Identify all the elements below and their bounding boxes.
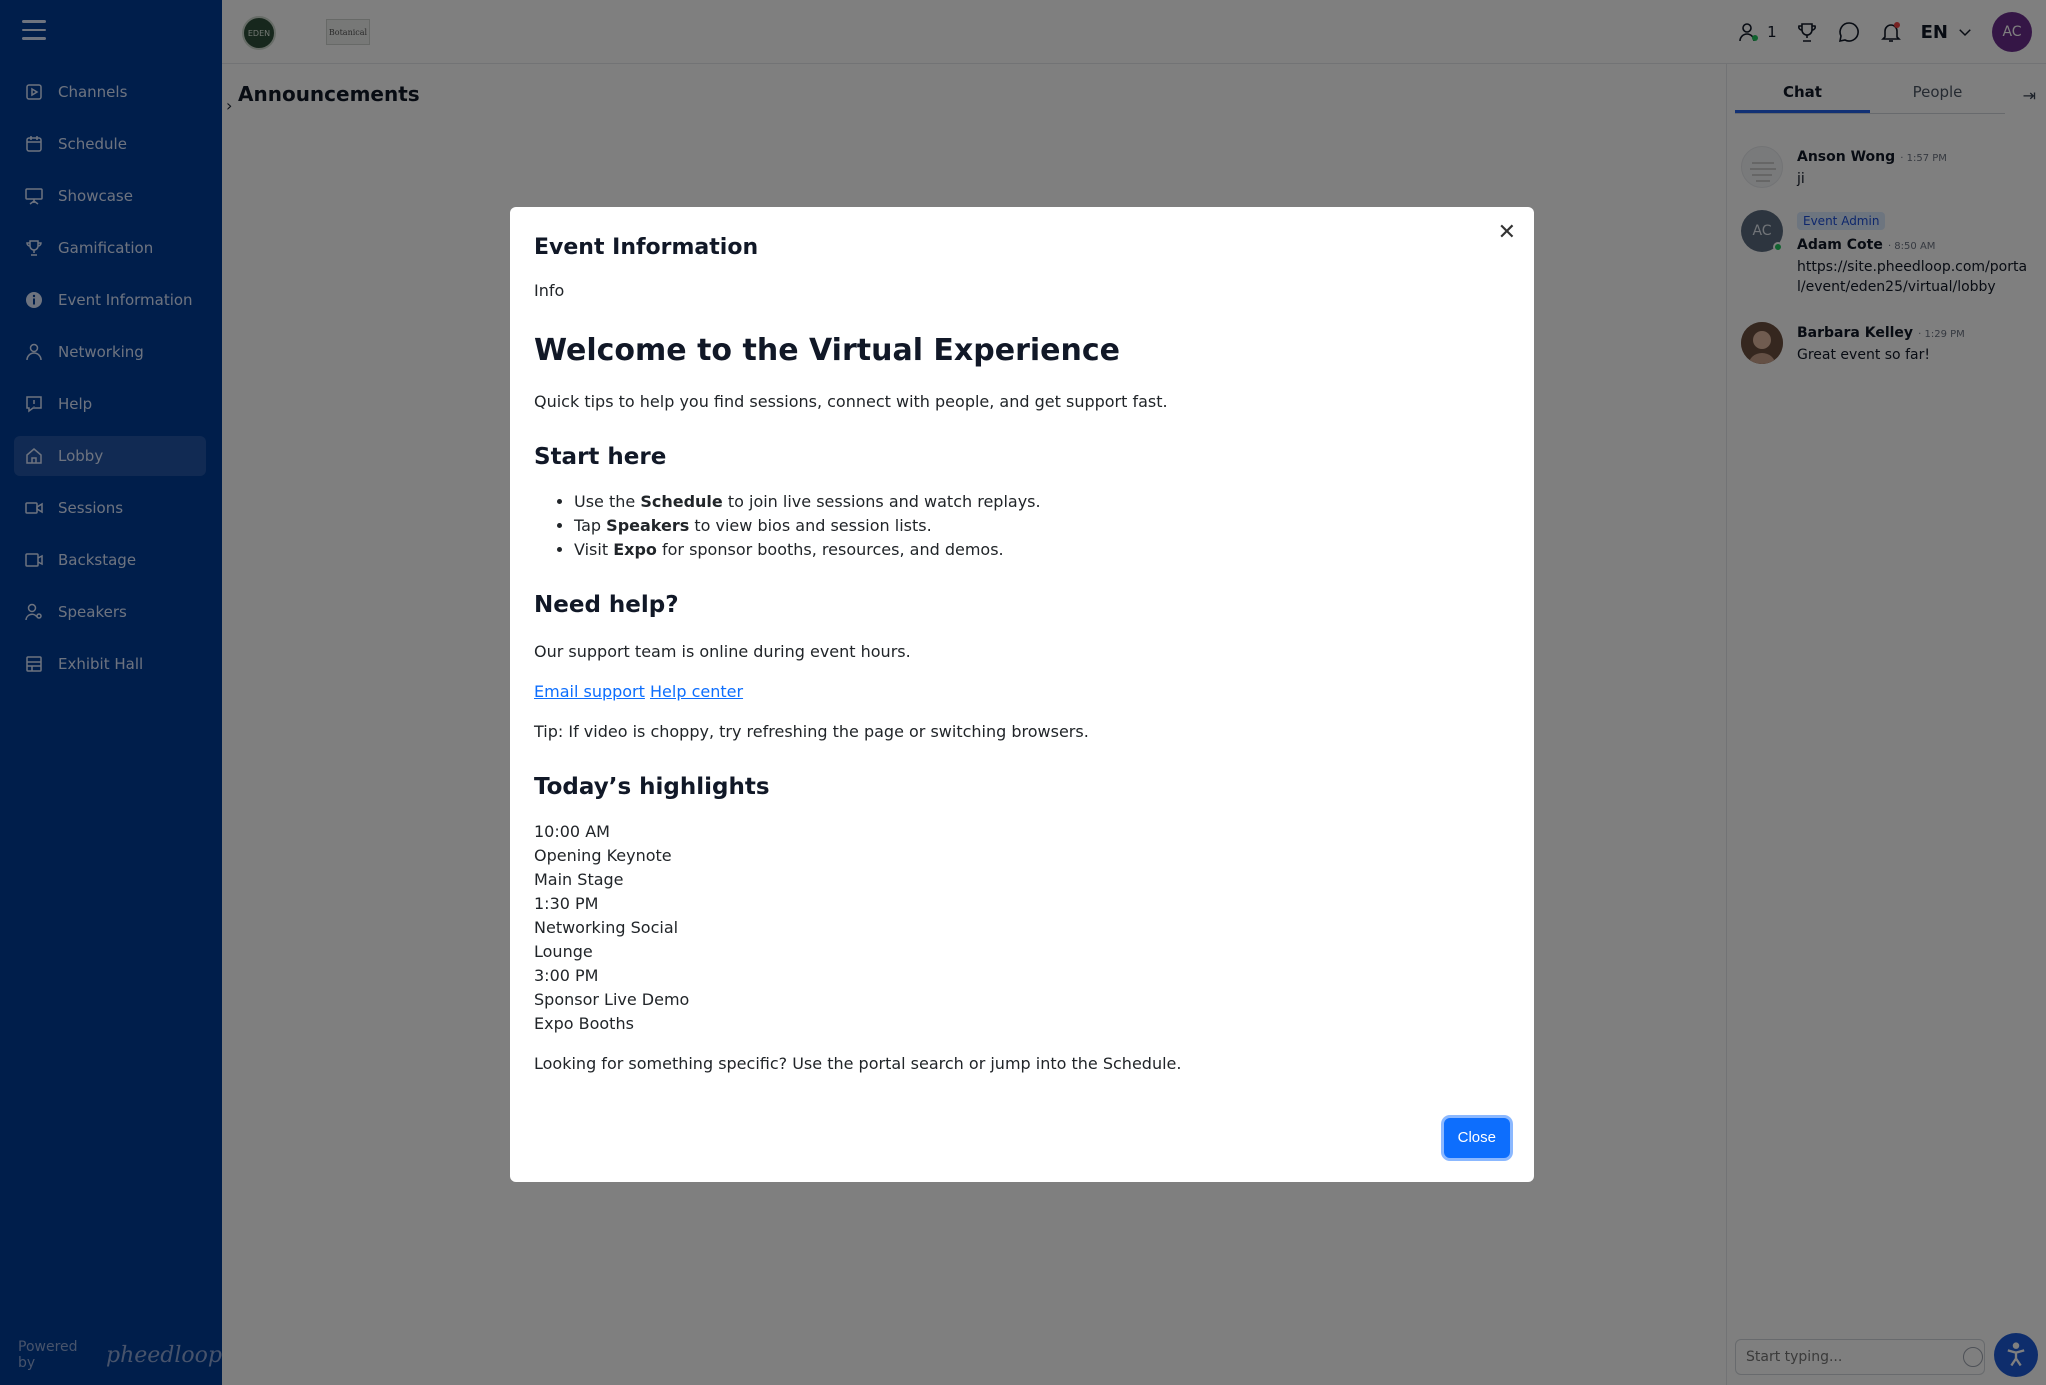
support-links — [534, 680, 1504, 704]
start-heading: Start here — [534, 444, 667, 470]
intro-text: Quick tips to help you find sessions, connect with people, and get support fast. — [534, 392, 1168, 411]
highlight-line: Networking Social — [534, 918, 679, 937]
close-icon[interactable]: ✕ — [1497, 220, 1516, 245]
modal-title: Event Information — [534, 235, 759, 260]
highlight-line: Main Stage — [534, 870, 624, 889]
list-item: • Tap Speakers to view bios and session lists. — [574, 514, 1504, 538]
highlight-line: Lounge — [534, 942, 593, 961]
footer-text: Looking for something specific? Use the portal search or jump into the Schedule. — [534, 1054, 1182, 1073]
help-text: Our support team is online during event hours. — [534, 642, 911, 661]
highlights-heading: Today’s highlights — [534, 774, 770, 800]
list-item: • Use the Schedule to join live sessions and watch replays. — [574, 490, 1504, 514]
highlight-line: Sponsor Live Demo — [534, 990, 690, 1009]
welcome-heading: Welcome to the Virtual Experience — [534, 333, 1120, 368]
event-information-modal — [510, 207, 1534, 1182]
highlight-line: 1:30 PM — [534, 894, 599, 913]
list-item: • Visit Expo for sponsor booths, resources, and demos. — [574, 538, 1504, 562]
help-center-link[interactable]: Help center — [650, 682, 744, 701]
close-button[interactable]: Close — [1444, 1118, 1510, 1158]
highlight-line: 3:00 PM — [534, 966, 599, 985]
modal-body — [534, 279, 1504, 1076]
highlight-line: Expo Booths — [534, 1014, 634, 1033]
tips-list — [534, 490, 1504, 562]
highlights-list — [534, 820, 1504, 1036]
highlight-line: Opening Keynote — [534, 846, 672, 865]
highlight-line: 10:00 AM — [534, 822, 610, 841]
modal-subtitle: Info — [534, 281, 565, 300]
email-support-link[interactable]: Email support — [534, 682, 645, 701]
help-heading: Need help? — [534, 592, 679, 618]
tip-text: Tip: If video is choppy, try refreshing the page or switching browsers. — [534, 722, 1089, 741]
